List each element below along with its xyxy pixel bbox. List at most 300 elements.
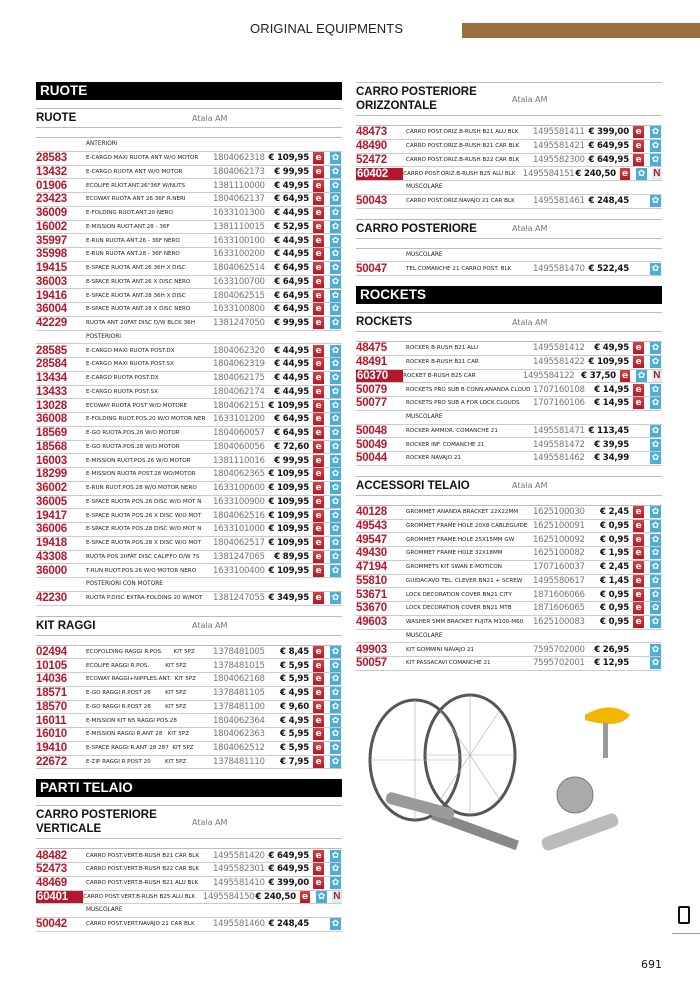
product-description: E-RUN RUOT.POS.28 W/O MOTOR NERO <box>86 485 197 492</box>
ebike-icon: e <box>313 551 324 563</box>
product-description: E-SPACE RUOTA POS.26 DISC W/O MOT N <box>86 498 202 505</box>
availability-icon: ✿ <box>331 153 340 164</box>
product-code[interactable]: 47194 <box>356 561 387 574</box>
product-code[interactable]: 48490 <box>356 140 387 153</box>
product-code[interactable]: 19415 <box>36 262 67 275</box>
table-row[interactable] <box>356 126 662 140</box>
product-description: E-SPACE RAGGI R.ANT 28 287 KIT 5PZ <box>86 745 194 752</box>
product-code[interactable]: 48475 <box>356 342 387 355</box>
table-row[interactable] <box>36 659 342 673</box>
availability-icon: ✿ <box>331 441 340 452</box>
ebike-icon: e <box>633 140 644 152</box>
product-price: € 26,95 <box>594 644 629 655</box>
table-row[interactable] <box>356 397 662 411</box>
ebike-icon: e <box>633 547 644 559</box>
product-table <box>356 248 662 277</box>
table-row[interactable] <box>36 482 342 496</box>
table-row[interactable] <box>36 673 342 687</box>
product-description: ROCKER INF. COMANCHE 21 <box>406 441 485 448</box>
table-row[interactable] <box>36 317 342 331</box>
table-row[interactable] <box>36 877 342 891</box>
availability-icon: ✿ <box>331 428 340 439</box>
product-price: € 649,95 <box>588 154 629 165</box>
product-price: € 7,95 <box>280 756 309 767</box>
ean-code: 1381247055 <box>213 593 265 604</box>
table-row[interactable] <box>36 701 342 715</box>
table-row[interactable] <box>356 167 662 181</box>
product-code[interactable]: 13433 <box>36 385 67 398</box>
product-price: € 109,95 <box>268 538 309 549</box>
ean-code: 1495581421 <box>533 141 585 152</box>
seatpost <box>603 723 608 758</box>
group-brand: Atala AM <box>512 317 548 327</box>
product-description: CARRO POST.VERT.B-RUSH B22 CAR BLK <box>86 866 200 873</box>
empty-slot <box>633 657 644 669</box>
product-description: CARRO POST.ORIZ.B-RUSH B21 CAR BLK <box>406 143 520 150</box>
ebike-icon: e <box>633 616 644 628</box>
table-row[interactable] <box>356 547 662 561</box>
table-row[interactable] <box>36 496 342 510</box>
ebike-icon: e <box>313 523 324 535</box>
product-description: LOCK DECORATION COVER BN21 MTB <box>406 605 512 612</box>
product-code[interactable]: 36004 <box>36 303 67 316</box>
ean-code: 1633100900 <box>213 496 265 507</box>
product-price: € 0,95 <box>600 617 629 628</box>
table-row[interactable] <box>36 441 342 455</box>
table-row[interactable] <box>356 588 662 602</box>
ebike-icon: e <box>313 565 324 577</box>
product-price: € 109,95 <box>268 400 309 411</box>
table-row[interactable] <box>36 427 342 441</box>
product-group <box>356 82 662 209</box>
product-price: € 4,95 <box>280 715 309 726</box>
product-code[interactable]: 36009 <box>36 207 67 220</box>
table-row[interactable] <box>36 234 342 248</box>
product-code[interactable]: 49543 <box>356 519 387 532</box>
table-row[interactable] <box>36 646 342 660</box>
product-code[interactable]: 23423 <box>36 193 67 206</box>
ean-code: 1381110015 <box>213 221 265 232</box>
product-group <box>36 805 342 932</box>
product-code[interactable]: 18569 <box>36 427 67 440</box>
group-brand: Atala AM <box>192 621 228 630</box>
ebike-icon: e <box>313 248 324 260</box>
table-row[interactable] <box>36 152 342 166</box>
product-price: € 649,95 <box>268 864 309 875</box>
product-price: € 99,95 <box>274 318 309 329</box>
product-code[interactable]: 50044 <box>356 452 387 465</box>
table-row[interactable] <box>36 193 342 207</box>
ean-code: 1804062514 <box>213 263 265 274</box>
availability-icon: ✿ <box>331 469 340 480</box>
ean-code: 7595702001 <box>533 658 585 669</box>
product-code[interactable]: 10105 <box>36 659 67 672</box>
table-row[interactable] <box>356 195 662 209</box>
product-description: ECOLIFE RUOT.ANT.26"36F W/NUTS <box>86 182 186 189</box>
product-code[interactable]: 50077 <box>356 397 387 410</box>
table-row[interactable] <box>36 289 342 303</box>
table-row[interactable] <box>36 262 342 276</box>
ebike-icon: e <box>633 384 644 396</box>
product-description: KIT PASSACAVI COMANCHE 21 <box>406 660 491 667</box>
ebike-icon: e <box>313 496 324 508</box>
product-code[interactable]: 60401 <box>36 891 83 903</box>
availability-icon: ✿ <box>637 370 646 381</box>
product-code[interactable]: 48491 <box>356 356 387 369</box>
product-code[interactable]: 50047 <box>356 262 387 275</box>
product-code[interactable]: 42229 <box>36 317 67 330</box>
product-code[interactable]: 48469 <box>36 877 67 890</box>
table-row[interactable] <box>36 276 342 290</box>
ean-code: 1378481100 <box>213 701 265 712</box>
ean-code: 1495582301 <box>213 864 265 875</box>
product-code[interactable]: 50042 <box>36 918 67 931</box>
product-description: GROMMET FRAME HOLE 32X18MM <box>406 550 503 557</box>
availability-icon: ✿ <box>331 524 340 535</box>
table-row[interactable] <box>36 454 342 468</box>
empty-slot <box>633 263 644 275</box>
product-code[interactable]: 18568 <box>36 440 67 453</box>
table-row[interactable] <box>356 370 662 384</box>
product-code[interactable]: 13028 <box>36 399 67 412</box>
table-row[interactable] <box>36 564 342 578</box>
table-row[interactable] <box>356 154 662 168</box>
ebike-icon: e <box>620 168 630 180</box>
table-row[interactable] <box>356 520 662 534</box>
availability-icon: ✿ <box>651 617 660 628</box>
subcategory-label: MUSCOLARE <box>356 630 662 644</box>
product-price: € 399,00 <box>268 878 309 889</box>
ean-code: 1381110000 <box>213 180 265 191</box>
product-code[interactable]: 36005 <box>36 495 67 508</box>
product-code[interactable]: 01906 <box>36 179 67 192</box>
product-code[interactable]: 50079 <box>356 383 387 396</box>
table-row[interactable] <box>36 849 342 863</box>
table-row[interactable] <box>36 179 342 193</box>
product-code[interactable]: 52473 <box>36 863 67 876</box>
table-row[interactable] <box>36 863 342 877</box>
ean-code: 1625100092 <box>533 534 585 545</box>
new-badge: N <box>653 167 661 179</box>
product-code[interactable]: 49547 <box>356 533 387 546</box>
availability-icon: ✿ <box>331 180 340 191</box>
ean-code: 1381110016 <box>213 455 265 466</box>
product-code[interactable]: 43308 <box>36 550 67 563</box>
table-row[interactable] <box>356 533 662 547</box>
product-code[interactable]: 28585 <box>36 344 67 357</box>
product-code[interactable]: 40128 <box>356 506 387 519</box>
ean-code: 1378481015 <box>213 660 265 671</box>
product-description: E-ZIP RAGGI R.POST 20 KIT 5PZ <box>86 758 187 765</box>
product-code[interactable]: 50048 <box>356 424 387 437</box>
table-row[interactable] <box>36 756 342 770</box>
ebike-icon: e <box>633 342 644 354</box>
product-code[interactable]: 18571 <box>36 687 67 700</box>
ebike-icon: e <box>313 290 324 302</box>
ebike-icon: e <box>313 455 324 467</box>
product-description: ECOFOLDING RAGGI R.POS. KIT 5PZ <box>86 648 195 655</box>
product-code[interactable]: 52472 <box>356 153 387 166</box>
availability-icon: ✿ <box>331 688 340 699</box>
product-price: € 109,95 <box>268 483 309 494</box>
product-code[interactable]: 35997 <box>36 234 67 247</box>
ean-code: 1804062319 <box>213 359 265 370</box>
product-description: E-FOLDING RUOT.ANT.20 NERO <box>86 210 173 217</box>
ean-code: 1804062318 <box>213 153 265 164</box>
table-row[interactable] <box>356 575 662 589</box>
product-code[interactable]: 16011 <box>36 714 67 727</box>
product-code[interactable]: 16003 <box>36 454 67 467</box>
product-code[interactable]: 36008 <box>36 413 67 426</box>
product-code[interactable]: 14036 <box>36 673 67 686</box>
product-group <box>36 616 342 770</box>
product-price: € 5,95 <box>280 674 309 685</box>
product-code[interactable]: 16010 <box>36 728 67 741</box>
availability-icon: ✿ <box>651 196 660 207</box>
table-row[interactable] <box>356 425 662 439</box>
group-title: CARRO POSTERIORE VERTICALE <box>36 809 157 836</box>
cassette <box>557 777 593 813</box>
product-code[interactable]: 53670 <box>356 602 387 615</box>
product-code[interactable]: 19417 <box>36 509 67 522</box>
product-price: € 522,45 <box>588 263 629 274</box>
ebike-icon: e <box>313 537 324 549</box>
empty-slot <box>633 452 644 464</box>
table-row[interactable] <box>36 537 342 551</box>
ebike-icon: e <box>313 728 324 740</box>
table-row[interactable] <box>36 523 342 537</box>
table-row[interactable] <box>356 140 662 154</box>
ean-code: 1804062365 <box>213 469 265 480</box>
ebike-icon: e <box>313 317 324 329</box>
table-row[interactable] <box>356 342 662 356</box>
table-row[interactable] <box>36 386 342 400</box>
ean-code: 1804062517 <box>213 538 265 549</box>
availability-icon: ✿ <box>637 168 646 179</box>
product-description: E-GO RUOTA.POS.26 W/O MOTOR <box>86 430 180 437</box>
ean-code: 1625100030 <box>533 507 585 518</box>
availability-icon: ✿ <box>651 453 660 464</box>
product-code[interactable]: 28583 <box>36 152 67 165</box>
product-description: E-SPACE RUOTA ANT.28 36H X DISC <box>86 292 186 299</box>
product-price: € 248,45 <box>268 919 309 930</box>
table-row[interactable] <box>356 262 662 276</box>
ebike-icon: e <box>300 891 310 903</box>
ebike-icon: e <box>313 660 324 672</box>
ebike-icon: e <box>313 166 324 178</box>
product-code[interactable]: 42230 <box>36 592 67 605</box>
availability-icon: ✿ <box>651 127 660 138</box>
product-code[interactable]: 19416 <box>36 289 67 302</box>
group-header <box>356 82 662 116</box>
ebike-icon: e <box>313 646 324 658</box>
ean-code: 1633101000 <box>213 524 265 535</box>
table-row[interactable] <box>36 551 342 565</box>
availability-icon: ✿ <box>331 400 340 411</box>
group-header <box>36 805 342 839</box>
product-code[interactable]: 13432 <box>36 165 67 178</box>
product-code[interactable]: 22672 <box>36 755 67 768</box>
table-row[interactable] <box>36 742 342 756</box>
product-code[interactable]: 36003 <box>36 275 67 288</box>
table-row[interactable] <box>36 207 342 221</box>
availability-icon: ✿ <box>331 249 340 260</box>
table-row[interactable] <box>356 452 662 466</box>
table-row[interactable] <box>356 602 662 616</box>
availability-icon: ✿ <box>651 575 660 586</box>
product-code[interactable]: 36000 <box>36 564 67 577</box>
ean-code: 1871606065 <box>533 603 585 614</box>
product-description: E-CARGO RUOTA POST.SX <box>86 388 158 395</box>
ebike-icon: e <box>313 863 324 875</box>
product-code[interactable]: 35998 <box>36 248 67 261</box>
table-row[interactable] <box>356 616 662 630</box>
ebike-icon: e <box>313 592 324 604</box>
table-row[interactable] <box>356 506 662 520</box>
product-code[interactable]: 50057 <box>356 657 387 670</box>
product-price: € 109,95 <box>588 357 629 368</box>
availability-icon: ✿ <box>331 565 340 576</box>
table-row[interactable] <box>36 468 342 482</box>
ean-code: 1804062174 <box>213 386 265 397</box>
availability-icon: ✿ <box>651 141 660 152</box>
product-table <box>356 341 662 466</box>
table-row[interactable] <box>356 657 662 671</box>
product-code[interactable]: 28584 <box>36 358 67 371</box>
section-title: ORIGINAL EQUIPMENTS <box>250 21 404 36</box>
product-code[interactable]: 49603 <box>356 616 387 629</box>
ean-code: 1378481110 <box>213 756 265 767</box>
product-code[interactable]: 60370 <box>356 370 403 382</box>
product-code[interactable]: 02494 <box>36 645 67 658</box>
table-row[interactable] <box>36 221 342 235</box>
ean-code: 1495581470 <box>533 263 585 274</box>
availability-icon: ✿ <box>651 589 660 600</box>
product-code[interactable]: 13434 <box>36 372 67 385</box>
empty-slot <box>633 195 644 207</box>
battery-icon <box>678 906 690 924</box>
ebike-icon: e <box>313 221 324 233</box>
product-code[interactable]: 60402 <box>356 168 403 180</box>
product-price: € 39,95 <box>594 439 629 450</box>
availability-icon: ✿ <box>331 455 340 466</box>
product-code[interactable]: 36002 <box>36 482 67 495</box>
product-code[interactable]: 36006 <box>36 523 67 536</box>
product-description: GROMMET FRAME HOLE 25X15MM GW <box>406 536 515 543</box>
availability-icon: ✿ <box>651 343 660 354</box>
subcategory-label: POSTERIORI CON MOTORE <box>36 578 342 592</box>
availability-icon: ✿ <box>331 166 340 177</box>
product-description: E-GO RAGGI R.POST 26 KIT 5PZ <box>86 690 187 697</box>
product-code[interactable]: 50049 <box>356 438 387 451</box>
product-price: € 399,00 <box>588 127 629 138</box>
product-price: € 649,95 <box>268 850 309 861</box>
table-row[interactable] <box>356 438 662 452</box>
ean-code: 1633101300 <box>213 208 265 219</box>
ean-code: 1633100600 <box>213 483 265 494</box>
ean-code: 1495584150 <box>202 891 255 902</box>
table-row[interactable] <box>36 714 342 728</box>
ean-code: 1378481105 <box>213 688 265 699</box>
product-table <box>36 137 342 606</box>
subcategory-label: POSTERIORI <box>36 331 342 345</box>
table-row[interactable] <box>36 166 342 180</box>
ean-code: 1804062175 <box>213 373 265 384</box>
product-price: € 109,95 <box>268 565 309 576</box>
product-code[interactable]: 19410 <box>36 742 67 755</box>
ebike-icon: e <box>313 701 324 713</box>
table-row[interactable] <box>356 561 662 575</box>
product-code[interactable]: 49430 <box>356 547 387 560</box>
saddle <box>585 708 630 725</box>
ean-code: 1804062151 <box>213 400 265 411</box>
product-description: E-GO RAGGI R.POST 28 KIT 5PZ <box>86 703 187 710</box>
table-row[interactable] <box>36 358 342 372</box>
table-row[interactable] <box>356 356 662 370</box>
product-code[interactable]: 53671 <box>356 588 387 601</box>
group-brand: Atala AM <box>512 224 548 233</box>
product-code[interactable]: 50043 <box>356 195 387 208</box>
product-code[interactable]: 18570 <box>36 700 67 713</box>
ean-code: 1804060057 <box>213 428 265 439</box>
product-price: € 44,95 <box>274 359 309 370</box>
empty-slot <box>633 644 644 656</box>
table-row[interactable] <box>356 643 662 657</box>
table-row[interactable] <box>36 372 342 386</box>
product-description: CARRO POST.ORIZ.NAVAJO 21 CAR BLK <box>406 198 515 205</box>
product-description: E-SPACE RUOTA POS.28 DISC W/O MOT N <box>86 526 202 533</box>
product-code[interactable]: 48482 <box>36 849 67 862</box>
product-description: CARRO POST.ORIZ.B-RUSH B21 ALU BLK <box>406 129 519 136</box>
table-row[interactable] <box>356 383 662 397</box>
product-code[interactable]: 48473 <box>356 126 387 139</box>
product-description: ROCKER B-RUSH B21 CAR <box>406 359 479 366</box>
product-description: ROCKER AMMOR. COMANCHE 21 <box>406 427 498 434</box>
table-row[interactable] <box>36 509 342 523</box>
product-price: € 64,95 <box>274 194 309 205</box>
table-row[interactable] <box>36 592 342 606</box>
table-row[interactable] <box>36 413 342 427</box>
product-table <box>356 505 662 671</box>
product-code[interactable]: 55810 <box>356 574 387 587</box>
table-row[interactable] <box>36 248 342 262</box>
ebike-icon: e <box>313 510 324 522</box>
product-description: CARRO POST.VERT.B-RUSH B25 ALU BLK <box>83 893 196 900</box>
table-row[interactable] <box>36 399 342 413</box>
availability-icon: ✿ <box>651 154 660 165</box>
product-price: € 240,50 <box>575 168 616 179</box>
product-price: € 8,45 <box>280 646 309 657</box>
table-row[interactable] <box>36 728 342 742</box>
product-code[interactable]: 18299 <box>36 468 67 481</box>
product-code[interactable]: 49903 <box>356 643 387 656</box>
table-row[interactable] <box>36 918 342 932</box>
product-description: ECOWAY RUOTA POST W/O MOTORE <box>86 402 188 409</box>
product-description: ROCKET B-RUSH B25 CAR <box>403 372 476 379</box>
product-code[interactable]: 16002 <box>36 220 67 233</box>
table-row[interactable] <box>36 687 342 701</box>
product-price: € 113,45 <box>588 425 629 436</box>
product-price: € 99,95 <box>274 455 309 466</box>
table-row[interactable] <box>36 891 342 905</box>
table-row[interactable] <box>36 303 342 317</box>
product-code[interactable]: 19418 <box>36 537 67 550</box>
table-row[interactable] <box>36 344 342 358</box>
availability-icon: ✿ <box>331 386 340 397</box>
group-title: ACCESSORI TELAIO <box>356 479 470 492</box>
empty-slot <box>313 918 324 930</box>
product-description: CARRO POST.ORIZ.B-RUSH B25 ALU BLK <box>403 170 516 177</box>
